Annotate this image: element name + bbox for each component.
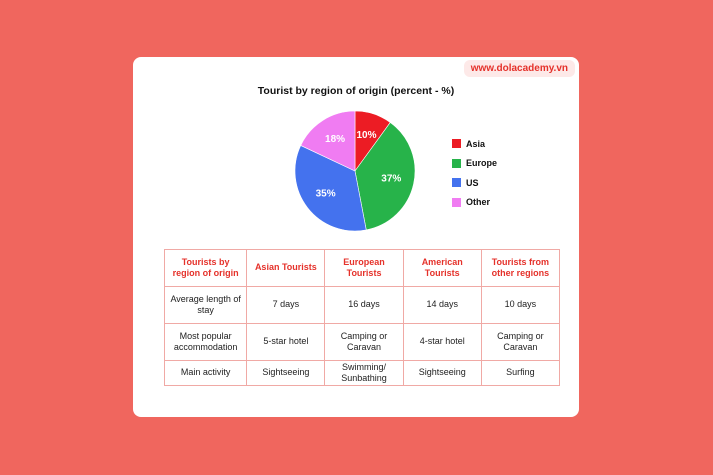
table-cell: 10 days	[481, 287, 559, 324]
table-header-cell: European Tourists	[325, 250, 403, 287]
table-cell: Camping or Caravan	[481, 324, 559, 361]
pie-label-asia: 10%	[356, 130, 377, 142]
table-cell: Sightseeing	[247, 361, 325, 386]
legend-swatch-us	[452, 178, 461, 187]
table-cell: Most popular accommodation	[165, 324, 247, 361]
content-card	[133, 57, 579, 417]
table-row	[165, 361, 560, 386]
legend-item-other	[452, 193, 497, 213]
legend-label-asia: Asia	[466, 138, 486, 149]
legend-item-us	[452, 173, 497, 193]
table-cell: 16 days	[325, 287, 403, 324]
pie-chart	[291, 107, 419, 235]
table-cell: Main activity	[165, 361, 247, 386]
pie-label-europe: 37%	[381, 173, 402, 185]
table-cell: Swimming/ Sunbathing	[325, 361, 403, 386]
legend-swatch-other	[452, 198, 461, 207]
table-cell: Surfing	[481, 361, 559, 386]
table-cell: 7 days	[247, 287, 325, 324]
legend-label-us: US	[466, 177, 479, 188]
table-cell: 5-star hotel	[247, 324, 325, 361]
table-header-cell: Asian Tourists	[247, 250, 325, 287]
chart-legend	[452, 134, 497, 212]
pie-label-us: 35%	[315, 188, 336, 200]
table-cell: 4-star hotel	[403, 324, 481, 361]
table-header-cell: Tourists from other regions	[481, 250, 559, 287]
legend-label-europe: Europe	[466, 158, 498, 169]
table-cell: Camping or Caravan	[325, 324, 403, 361]
legend-swatch-asia	[452, 139, 461, 148]
legend-item-europe	[452, 154, 497, 174]
pie-label-other: 18%	[325, 134, 346, 146]
table-cell: 14 days	[403, 287, 481, 324]
table-header-cell: American Tourists	[403, 250, 481, 287]
tourist-table	[164, 249, 560, 386]
legend-item-asia	[452, 134, 497, 154]
table-cell: Sightseeing	[403, 361, 481, 386]
table-row	[165, 287, 560, 324]
table-row	[165, 324, 560, 361]
table-cell: Average length of stay	[165, 287, 247, 324]
table-header-row	[165, 250, 560, 287]
table-header-cell: Tourists by region of origin	[165, 250, 247, 287]
legend-label-other: Other	[466, 197, 491, 208]
legend-swatch-europe	[452, 159, 461, 168]
watermark-badge: www.dolacademy.vn	[464, 60, 575, 77]
chart-title: Tourist by region of origin (percent - %)	[257, 85, 455, 97]
